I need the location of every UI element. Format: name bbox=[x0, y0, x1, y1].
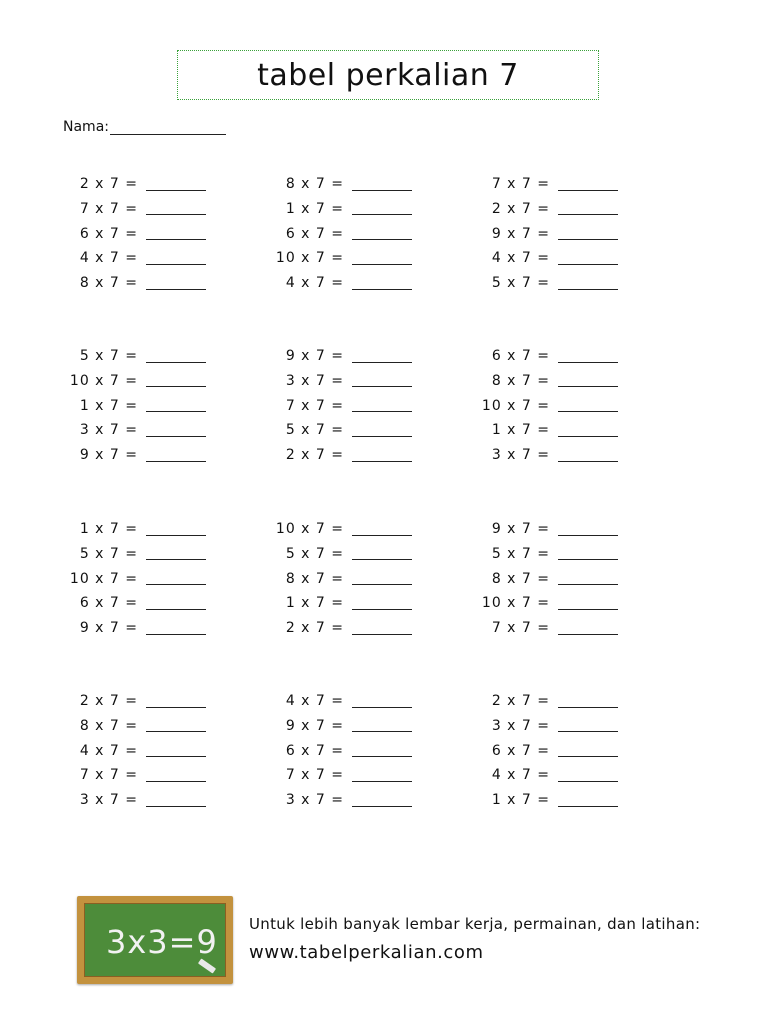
problem-text: 6 x 7 = bbox=[285, 225, 344, 242]
problem-item bbox=[468, 199, 618, 219]
answer-blank[interactable] bbox=[558, 386, 618, 387]
problem-text: 9 x 7 = bbox=[491, 521, 550, 537]
problem-text: 4 x 7 = bbox=[285, 275, 344, 292]
problem-text: 8 x 7 = bbox=[79, 275, 138, 292]
problem-item bbox=[56, 519, 206, 539]
problem-text: 10 x 7 = bbox=[69, 372, 138, 389]
answer-blank[interactable] bbox=[146, 535, 206, 536]
problem-text: 5 x 7 = bbox=[79, 348, 138, 364]
problem-item bbox=[56, 346, 206, 366]
problem-text: 3 x 7 = bbox=[79, 422, 138, 439]
problem-text: 6 x 7 = bbox=[491, 742, 550, 759]
problem-text: 7 x 7 = bbox=[491, 620, 550, 637]
problem-item bbox=[56, 174, 206, 194]
problem-item bbox=[468, 519, 618, 539]
problem-item bbox=[262, 716, 412, 736]
problem-text: 4 x 7 = bbox=[79, 250, 138, 267]
problem-item bbox=[56, 569, 206, 589]
problem-item bbox=[468, 420, 618, 440]
problem-item bbox=[56, 790, 206, 810]
problem-item bbox=[468, 248, 618, 268]
problem-text: 6 x 7 = bbox=[285, 742, 344, 759]
problem-text: 2 x 7 = bbox=[79, 176, 138, 192]
problem-text: 9 x 7 = bbox=[285, 717, 344, 734]
answer-blank[interactable] bbox=[146, 461, 206, 462]
problem-item bbox=[468, 741, 618, 761]
problem-text: 9 x 7 = bbox=[285, 348, 344, 364]
problem-item bbox=[56, 248, 206, 268]
problem-item bbox=[56, 420, 206, 440]
problem-text: 6 x 7 = bbox=[491, 348, 550, 364]
answer-blank[interactable] bbox=[558, 190, 618, 191]
answer-blank[interactable] bbox=[146, 806, 206, 807]
page-title: tabel perkalian 7 bbox=[257, 57, 519, 93]
answer-blank[interactable] bbox=[558, 634, 618, 635]
problem-item bbox=[262, 174, 412, 194]
answer-blank[interactable] bbox=[146, 707, 206, 708]
problem-item bbox=[262, 519, 412, 539]
problem-text: 3 x 7 = bbox=[491, 447, 550, 464]
answer-blank[interactable] bbox=[146, 289, 206, 290]
answer-blank[interactable] bbox=[558, 214, 618, 215]
problem-text: 2 x 7 = bbox=[491, 693, 550, 709]
problem-item bbox=[262, 691, 412, 711]
problem-item bbox=[468, 174, 618, 194]
answer-blank[interactable] bbox=[352, 264, 412, 265]
answer-blank[interactable] bbox=[558, 707, 618, 708]
problem-text: 7 x 7 = bbox=[491, 176, 550, 192]
problem-item bbox=[468, 371, 618, 391]
problem-item bbox=[468, 569, 618, 589]
problem-item bbox=[262, 396, 412, 416]
answer-blank[interactable] bbox=[146, 386, 206, 387]
name-label: Nama: bbox=[63, 119, 109, 135]
answer-blank[interactable] bbox=[352, 436, 412, 437]
answer-blank[interactable] bbox=[146, 756, 206, 757]
problem-item bbox=[262, 199, 412, 219]
footer-text: Untuk lebih banyak lembar kerja, permainan, dan latihan: bbox=[249, 915, 701, 933]
answer-blank[interactable] bbox=[146, 362, 206, 363]
answer-blank[interactable] bbox=[352, 214, 412, 215]
problem-text: 4 x 7 = bbox=[285, 693, 344, 709]
problem-text: 1 x 7 = bbox=[285, 200, 344, 217]
problem-item bbox=[468, 224, 618, 244]
answer-blank[interactable] bbox=[558, 756, 618, 757]
answer-blank[interactable] bbox=[558, 411, 618, 412]
answer-blank[interactable] bbox=[146, 609, 206, 610]
problem-item bbox=[468, 691, 618, 711]
problem-text: 3 x 7 = bbox=[285, 372, 344, 389]
problem-text: 8 x 7 = bbox=[491, 372, 550, 389]
problem-item bbox=[56, 716, 206, 736]
problem-text: 2 x 7 = bbox=[285, 620, 344, 637]
problem-item bbox=[56, 445, 206, 465]
answer-blank[interactable] bbox=[558, 461, 618, 462]
problem-text: 5 x 7 = bbox=[491, 545, 550, 562]
problem-item bbox=[262, 593, 412, 613]
answer-blank[interactable] bbox=[352, 190, 412, 191]
problem-item bbox=[468, 790, 618, 810]
answer-blank[interactable] bbox=[352, 289, 412, 290]
problem-item bbox=[262, 765, 412, 785]
problem-text: 5 x 7 = bbox=[491, 275, 550, 292]
answer-blank[interactable] bbox=[558, 289, 618, 290]
problem-text: 7 x 7 = bbox=[79, 200, 138, 217]
answer-blank[interactable] bbox=[352, 411, 412, 412]
problem-text: 4 x 7 = bbox=[491, 250, 550, 267]
answer-blank[interactable] bbox=[146, 411, 206, 412]
problem-item bbox=[468, 445, 618, 465]
problem-item bbox=[56, 396, 206, 416]
problem-text: 1 x 7 = bbox=[79, 397, 138, 414]
problem-text: 4 x 7 = bbox=[79, 742, 138, 759]
answer-blank[interactable] bbox=[352, 634, 412, 635]
answer-blank[interactable] bbox=[352, 559, 412, 560]
answer-blank[interactable] bbox=[352, 386, 412, 387]
answer-blank[interactable] bbox=[558, 535, 618, 536]
answer-blank[interactable] bbox=[352, 806, 412, 807]
problem-text: 8 x 7 = bbox=[491, 570, 550, 587]
problem-text: 7 x 7 = bbox=[285, 397, 344, 414]
chalkboard-illustration bbox=[77, 896, 233, 984]
answer-blank[interactable] bbox=[558, 559, 618, 560]
answer-blank[interactable] bbox=[352, 781, 412, 782]
problem-text: 10 x 7 = bbox=[481, 595, 550, 612]
answer-blank[interactable] bbox=[146, 436, 206, 437]
problem-item bbox=[468, 273, 618, 293]
problem-item bbox=[262, 445, 412, 465]
problem-text: 3 x 7 = bbox=[285, 792, 344, 809]
answer-blank[interactable] bbox=[146, 214, 206, 215]
problem-text: 4 x 7 = bbox=[491, 767, 550, 784]
answer-blank[interactable] bbox=[352, 239, 412, 240]
problem-item bbox=[56, 273, 206, 293]
problem-text: 9 x 7 = bbox=[491, 225, 550, 242]
problem-text: 9 x 7 = bbox=[79, 447, 138, 464]
problem-text: 5 x 7 = bbox=[79, 545, 138, 562]
problem-text: 10 x 7 = bbox=[275, 250, 344, 267]
problem-item bbox=[262, 273, 412, 293]
problem-text: 8 x 7 = bbox=[79, 717, 138, 734]
answer-blank[interactable] bbox=[146, 264, 206, 265]
answer-blank[interactable] bbox=[558, 362, 618, 363]
problem-text: 1 x 7 = bbox=[491, 792, 550, 809]
answer-blank[interactable] bbox=[352, 731, 412, 732]
problem-item bbox=[262, 569, 412, 589]
problem-item bbox=[262, 544, 412, 564]
answer-blank[interactable] bbox=[352, 707, 412, 708]
problem-item bbox=[262, 371, 412, 391]
problem-text: 3 x 7 = bbox=[79, 792, 138, 809]
problem-item bbox=[56, 593, 206, 613]
answer-blank[interactable] bbox=[352, 362, 412, 363]
problem-item bbox=[56, 618, 206, 638]
problem-text: 3 x 7 = bbox=[491, 717, 550, 734]
answer-blank[interactable] bbox=[146, 559, 206, 560]
problem-item bbox=[262, 420, 412, 440]
chalkboard-text: 3x3=9 bbox=[106, 923, 218, 961]
problem-text: 8 x 7 = bbox=[285, 176, 344, 192]
problem-item bbox=[262, 790, 412, 810]
answer-blank[interactable] bbox=[558, 609, 618, 610]
problem-item bbox=[56, 544, 206, 564]
answer-blank[interactable] bbox=[352, 535, 412, 536]
problem-text: 5 x 7 = bbox=[285, 545, 344, 562]
problem-text: 2 x 7 = bbox=[285, 447, 344, 464]
problem-text: 10 x 7 = bbox=[275, 521, 344, 537]
problem-text: 9 x 7 = bbox=[79, 620, 138, 637]
problem-text: 7 x 7 = bbox=[79, 767, 138, 784]
answer-blank[interactable] bbox=[146, 239, 206, 240]
problem-text: 10 x 7 = bbox=[69, 570, 138, 587]
problem-text: 2 x 7 = bbox=[79, 693, 138, 709]
problem-text: 10 x 7 = bbox=[481, 397, 550, 414]
answer-blank[interactable] bbox=[146, 781, 206, 782]
problem-text: 2 x 7 = bbox=[491, 200, 550, 217]
problem-item bbox=[468, 593, 618, 613]
problem-item bbox=[262, 618, 412, 638]
answer-blank[interactable] bbox=[352, 756, 412, 757]
answer-blank[interactable] bbox=[146, 634, 206, 635]
answer-blank[interactable] bbox=[558, 239, 618, 240]
footer-url: www.tabelperkalian.com bbox=[249, 942, 484, 963]
problem-text: 8 x 7 = bbox=[285, 570, 344, 587]
answer-blank[interactable] bbox=[146, 190, 206, 191]
problem-text: 7 x 7 = bbox=[285, 767, 344, 784]
problem-item bbox=[262, 248, 412, 268]
problem-item bbox=[56, 765, 206, 785]
answer-blank[interactable] bbox=[352, 609, 412, 610]
answer-blank[interactable] bbox=[352, 584, 412, 585]
problem-text: 5 x 7 = bbox=[285, 422, 344, 439]
problem-item bbox=[56, 371, 206, 391]
answer-blank[interactable] bbox=[558, 731, 618, 732]
problem-item bbox=[468, 618, 618, 638]
problem-text: 1 x 7 = bbox=[491, 422, 550, 439]
problem-text: 1 x 7 = bbox=[79, 521, 138, 537]
problem-item bbox=[468, 544, 618, 564]
problem-item bbox=[56, 741, 206, 761]
problem-item bbox=[56, 199, 206, 219]
problem-item bbox=[468, 396, 618, 416]
answer-blank[interactable] bbox=[558, 806, 618, 807]
answer-blank[interactable] bbox=[146, 584, 206, 585]
answer-blank[interactable] bbox=[558, 264, 618, 265]
problem-text: 6 x 7 = bbox=[79, 595, 138, 612]
answer-blank[interactable] bbox=[558, 436, 618, 437]
problem-text: 6 x 7 = bbox=[79, 225, 138, 242]
problem-item bbox=[262, 741, 412, 761]
answer-blank[interactable] bbox=[146, 731, 206, 732]
problem-item bbox=[56, 691, 206, 711]
answer-blank[interactable] bbox=[558, 584, 618, 585]
answer-blank[interactable] bbox=[352, 461, 412, 462]
answer-blank[interactable] bbox=[558, 781, 618, 782]
problem-item bbox=[262, 224, 412, 244]
problem-item bbox=[56, 224, 206, 244]
problem-item bbox=[468, 765, 618, 785]
problem-text: 1 x 7 = bbox=[285, 595, 344, 612]
problem-item bbox=[468, 716, 618, 736]
problem-item bbox=[468, 346, 618, 366]
problem-item bbox=[262, 346, 412, 366]
